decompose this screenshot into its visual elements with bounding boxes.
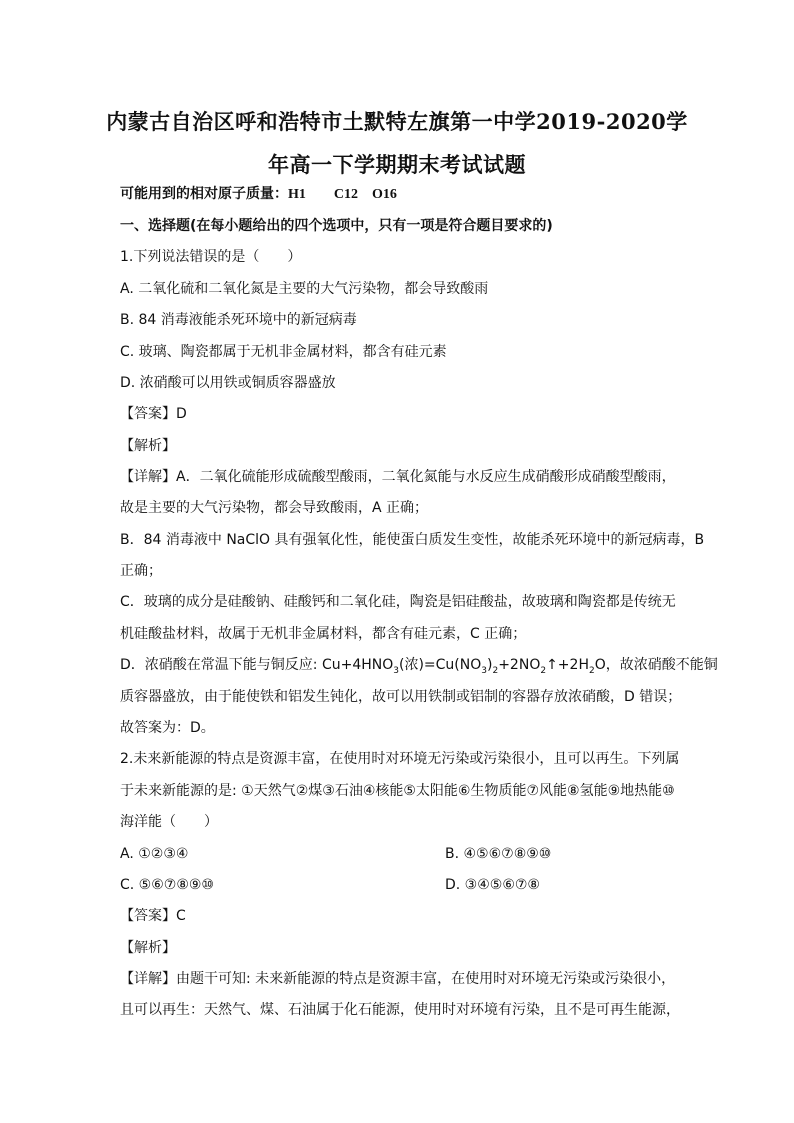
q2-detail-line: 【详解】由题干可知: 未来新能源的特点是资源丰富，在使用时对环境无污染或污染很小，: [120, 971, 676, 987]
eq-text: (浓)=Cu(NO: [399, 657, 482, 673]
q1-stem: 1.下列说法错误的是（ ）: [120, 249, 302, 265]
eq-text: +2NO: [498, 657, 541, 673]
q1-detail-line: B．84 消毒液中 NaClO 具有强氧化性，能使蛋白质发生变性，故能杀死环境中的新冠病毒，B: [120, 532, 705, 548]
eq-subscript: 2: [540, 665, 547, 676]
q1-detail-line: 正确；: [120, 563, 162, 579]
q1-answer: 【答案】D: [120, 406, 187, 422]
q1-detail-line: C．玻璃的成分是硅酸钠、硅酸钙和二氧化硅，陶瓷是铝硅酸盐，故玻璃和陶瓷都是传统无: [120, 594, 676, 610]
eq-subscript: 3: [481, 665, 487, 676]
q2-stem-line: 于未来新能源的是: ①天然气②煤③石油④核能⑤太阳能⑥生物质能⑦风能⑧氢能⑨地热能⑩: [120, 783, 675, 799]
q2-option-a: A. ①②③④: [120, 846, 189, 862]
eq-text: ): [487, 657, 493, 673]
q1-detail-line: 质容器盛放，由于能使铁和铝发生钝化，故可以用铁制或铝制的容器存放浓硝酸，D 错误；: [120, 689, 682, 705]
title-line-2: 年高一下学期期末考试试题: [268, 152, 526, 177]
q1-detail-equation-line: [120, 656, 718, 676]
q2-answer: 【答案】C: [120, 908, 186, 924]
q1-option-a: A. 二氧化硫和二氧化氮是主要的大气污染物，都会导致酸雨: [120, 281, 489, 297]
title-line-1: 内蒙古自治区呼和浩特市土默特左旗第一中学2019-2020学: [106, 109, 688, 134]
q2-stem-line: 2.未来新能源的特点是资源丰富，在使用时对环境无污染或污染很小，且可以再生。下列属: [120, 751, 680, 767]
q1-analysis-label: 【解析】: [120, 438, 176, 454]
q2-option-d: D. ③④⑤⑥⑦⑧: [445, 877, 540, 893]
eq-subscript: 3: [393, 665, 399, 676]
q1-detail-line: 故答案为：D。: [120, 720, 215, 736]
q2-stem-line: 海洋能（ ）: [120, 814, 218, 830]
q1-detail-line: 【详解】A．二氧化硫能形成硫酸型酸雨，二氧化氮能与水反应生成硝酸形成硝酸型酸雨，: [120, 469, 676, 485]
eq-text: D．浓硝酸在常温下能与铜反应: Cu+4HNO: [120, 657, 394, 673]
eq-subscript: 2: [492, 665, 499, 676]
q2-option-c: C. ⑤⑥⑦⑧⑨⑩: [120, 877, 214, 893]
q1-option-d: D. 浓硝酸可以用铁或铜质容器盛放: [120, 375, 336, 391]
q2-option-b: B. ④⑤⑥⑦⑧⑨⑩: [445, 846, 552, 862]
q1-option-c: C. 玻璃、陶瓷都属于无机非金属材料，都含有硅元素: [120, 344, 447, 360]
q2-detail-line: 且可以再生：天然气、煤、石油属于化石能源，使用时对环境有污染，且不是可再生能源，: [120, 1002, 680, 1018]
q1-detail-line: 故是主要的大气污染物，都会导致酸雨，A 正确；: [120, 500, 429, 516]
q2-analysis-label: 【解析】: [120, 940, 176, 956]
eq-text: ↑+2H: [546, 657, 589, 673]
atomic-mass-line: 可能用到的相对原子质量：H1 C12 O16: [120, 187, 397, 202]
q1-detail-line: 机硅酸盐材料，故属于无机非金属材料，都含有硅元素，C 正确；: [120, 626, 527, 642]
eq-text: O，故浓硝酸不能铜: [594, 657, 718, 673]
q1-option-b: B. 84 消毒液能杀死环境中的新冠病毒: [120, 312, 357, 328]
section-heading: 一、选择题(在每小题给出的四个选项中，只有一项是符合题目要求的): [120, 218, 553, 234]
eq-subscript: 2: [588, 665, 595, 676]
